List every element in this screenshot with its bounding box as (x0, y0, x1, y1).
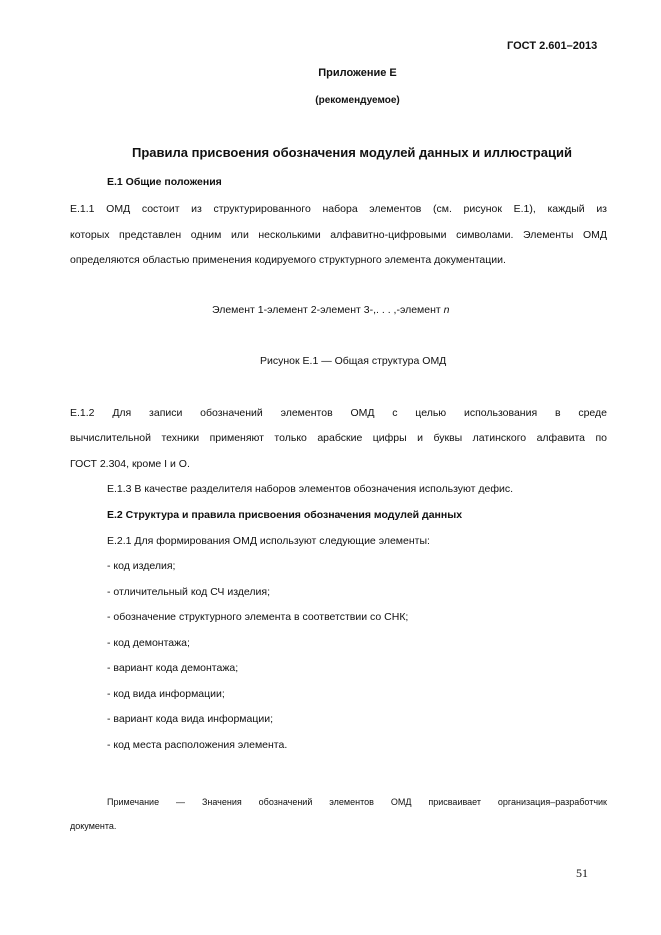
paragraph-e11-line2: которых представлен одним или несколькими алфавитно-цифровыми символами. Элементы ОМД (70, 229, 607, 241)
appendix-status: (рекомендуемое) (315, 95, 400, 106)
paragraph-e11-line1: Е.1.1 ОМД состоит из структурированного набора элементов (см. рисунок Е.1), каждый из (70, 203, 607, 215)
list-item: - вариант кода вида информации; (107, 713, 274, 725)
formula-structure (212, 304, 449, 316)
paragraph-e13: Е.1.3 В качестве разделителя наборов элементов обозначения используют дефис. (107, 483, 514, 495)
paragraph-e12-line3: ГОСТ 2.304, кроме I и O. (70, 458, 190, 470)
standard-header: ГОСТ 2.601–2013 (507, 40, 598, 52)
list-item: - код демонтажа; (107, 637, 190, 649)
list-item: - отличительный код СЧ изделия; (107, 586, 271, 598)
paragraph-e12-line2: вычислительной техники применяют только арабские цифры и буквы латинского алфавита по (70, 432, 607, 444)
formula-variable: n (443, 304, 450, 316)
paragraph-e21: Е.2.1 Для формирования ОМД используют следующие элементы: (107, 535, 430, 547)
list-item: - код изделия; (107, 560, 176, 572)
paragraph-e12-line1: Е.1.2 Для записи обозначений элементов ОМД с целью использования в среде (70, 407, 607, 419)
appendix-title: Приложение Е (318, 67, 397, 79)
paragraph-e11-line3: определяются областью применения кодируемого структурного элемента документации. (70, 254, 506, 266)
note-line1: Примечание — Значения обозначений элементов ОМД присваивает организация–разработчик (107, 797, 607, 807)
section1-heading: Е.1 Общие положения (107, 176, 222, 188)
list-item: - код вида информации; (107, 688, 225, 700)
note-line2: документа. (70, 821, 117, 831)
section2-heading: Е.2 Структура и правила присвоения обозначения модулей данных (107, 509, 463, 521)
list-item: - вариант кода демонтажа; (107, 662, 239, 674)
formula-text: Элемент 1-элемент 2-элемент 3-,. . . ,-элемент (212, 304, 444, 316)
page-number: 51 (576, 866, 588, 880)
main-title: Правила присвоения обозначения модулей данных и иллюстраций (132, 145, 572, 160)
figure-caption: Рисунок Е.1 — Общая структура ОМД (260, 355, 447, 367)
list-item: - обозначение структурного элемента в соответствии со СНК; (107, 611, 409, 623)
list-item: - код места расположения элемента. (107, 739, 288, 751)
